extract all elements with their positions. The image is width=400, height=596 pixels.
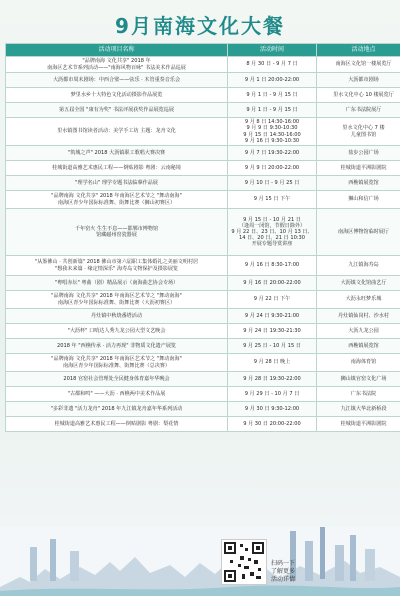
- cell-place: 大沥九龙公园: [317, 324, 400, 339]
- table-row: [6, 387, 400, 402]
- cell-name: 千年窑火 生生不息——邯郸市博物馆 馆藏磁州窑瓷器展: [6, 209, 228, 256]
- cell-name: 梦里水乡十大特色文化活动摄影作品展览: [6, 88, 228, 103]
- cell-place: 西樵镇展览馆: [317, 339, 400, 354]
- cell-place: 狮山镇官窑文化广场: [317, 372, 400, 387]
- table-row: [6, 324, 400, 339]
- table-row: [6, 176, 400, 191]
- cell-place: 广东书法院展厅: [317, 103, 400, 118]
- cell-time: 9 月 24 日 19:30-21:30: [228, 324, 317, 339]
- cell-name: 桂城街道高雅艺术惠民工程——倒贴剧影 粤剧：梨花情: [6, 417, 228, 432]
- table-row: [6, 118, 400, 146]
- table-row: [6, 161, 400, 176]
- cell-time: 8 月 30 日 - 9 月 7 日: [228, 57, 317, 73]
- cell-time: 9 月 30 日 9:30-12:00: [228, 402, 317, 417]
- cell-name: "筑城之声" 2018 大沥镇职工歌唱大赛决赛: [6, 146, 228, 161]
- table-row: [6, 57, 400, 73]
- cell-time: 9 月 29 日 - 10 月 7 日: [228, 387, 317, 402]
- table-row: [6, 372, 400, 387]
- table-row: [6, 209, 400, 256]
- cell-place: 盐步公园广场: [317, 146, 400, 161]
- cell-time: 9 月 15 日 下午: [228, 191, 317, 209]
- cell-name: "理学名山" 理学专题书法临摹作品展: [6, 176, 228, 191]
- cell-place: 丹灶镇仙岗村、沙水村: [317, 309, 400, 324]
- header-name: 活动项目名称: [6, 44, 228, 57]
- cell-name: 大沥都市周末剧场：中西合璧——弦乐 · 木管重奏音乐会: [6, 73, 228, 88]
- header-place: 活动地点: [317, 44, 400, 57]
- cell-time: 9 月 25 日 - 10 月 15 日: [228, 339, 317, 354]
- cell-time: 9 月 1 日 - 9 月 15 日: [228, 88, 317, 103]
- cell-time: 9 月 24 日 9:30-21:00: [228, 309, 317, 324]
- table-row: [6, 256, 400, 276]
- cell-time: 9 月 16 日 20:00-22:00: [228, 276, 317, 291]
- cell-time: 9 月 8 日 14:30-16:00 9 月 9 日 9:30-10:30 9 月 15 日 14:30-16:00 9 月 16 日 9:30-10:30: [228, 118, 317, 146]
- cell-name: "品牌南海 文化共享" 2018 年南海区艺术节之 "舞动南海" 南海区青少年国际标准舞、街舞比赛（总决赛）: [6, 354, 228, 372]
- cell-place: 南海体育馆: [317, 354, 400, 372]
- cell-place: 桂城街道平洲影剧院: [317, 417, 400, 432]
- cell-name: "从鉴佛山 · 共创新篇" 2018 佛山市第六届职工集体婚礼之美丽文明村居 "想我未来篇 · 缘定情深乐" 海寿岛文物保护及摄影展览: [6, 256, 228, 276]
- cell-time: 9 月 10 日 - 9 月 25 日: [228, 176, 317, 191]
- cell-time: 9 月 15 日 - 10 月 21 日 （逢周一闭馆，节假日除外） 9 月 22 日、23 日、10 月 13 日、 14 日、20 日、21 日 10:30 开展专题导赏讲座: [228, 209, 317, 256]
- qr-caption: 扫码一下 了解更多 活动详情: [271, 560, 296, 583]
- cell-name: "粤唱赤坛" 粤曲（剧）精品展示（南海曲艺协会专场）: [6, 276, 228, 291]
- table-row: [6, 191, 400, 209]
- cell-time: 9 月 28 日 19:30-22:00: [228, 372, 317, 387]
- cell-time: 9 月 30 日 20:00-22:00: [228, 417, 317, 432]
- cell-time: 9 月 7 日 19:30-22:00: [228, 146, 317, 161]
- table-row: [6, 339, 400, 354]
- cell-time: 9 月 1 日 20:00-22:00: [228, 73, 317, 88]
- page-title: 9月南海文化大餐: [115, 14, 285, 38]
- table-row: [6, 354, 400, 372]
- cell-place: 里水文化中心 7 楼 儿童图书馆: [317, 118, 400, 146]
- cell-name: "品牌南海 文化共享" 2018 年 南海区艺术节系列活动——"南海风物百咏" 书法美术作品巡展: [6, 57, 228, 73]
- qr-code-icon: [222, 540, 266, 584]
- schedule-table: [5, 43, 400, 432]
- cell-place: 大沥镇文化馆曲艺厅: [317, 276, 400, 291]
- cell-place: 九江镇海寿岛: [317, 256, 400, 276]
- table-row: [6, 73, 400, 88]
- cell-time: 9 月 9 日 20:00-22:00: [228, 161, 317, 176]
- qr-code[interactable]: [221, 539, 267, 585]
- table-header-row: [6, 44, 400, 57]
- cell-place: 狮山和信广场: [317, 191, 400, 209]
- table-row: [6, 276, 400, 291]
- cell-name: 第五届全国 "康有为奖" 书法评展获奖作品展览巡展: [6, 103, 228, 118]
- cell-name: "品牌南海 文化共享" 2018 年南海区艺术节之 "舞动南海" 南海区青少年国际标准舞、街舞比赛（大沥初赛区）: [6, 291, 228, 309]
- table-row: [6, 309, 400, 324]
- header-time: 活动时间: [228, 44, 317, 57]
- cell-place: 桂城街道平洲影剧院: [317, 161, 400, 176]
- cell-name: 桂城街道高雅艺术惠民工程——倒贴剧影 粤剧：云南秘境: [6, 161, 228, 176]
- cell-name: 2018 年 "西樵传承 · 活力再现" 非物质文化遗产展览: [6, 339, 228, 354]
- cell-place: 大沥都市剧场: [317, 73, 400, 88]
- table-row: [6, 417, 400, 432]
- cell-time: 9 月 22 日 下午: [228, 291, 317, 309]
- cell-time: 9 月 1 日 - 9 月 15 日: [228, 103, 317, 118]
- table-row: [6, 291, 400, 309]
- cell-name: 里水镇图书馆读者活动：美学手工坊 主题：龙舟文化: [6, 118, 228, 146]
- cell-place: 南海区文化馆一楼展览厅: [317, 57, 400, 73]
- cell-time: 9 月 16 日 8:30-17:00: [228, 256, 317, 276]
- cell-place: 西樵镇展览馆: [317, 176, 400, 191]
- cell-place: 大沥永旺梦乐城: [317, 291, 400, 309]
- cell-time: 9 月 28 日 晚上: [228, 354, 317, 372]
- table-row: [6, 146, 400, 161]
- table-row: [6, 103, 400, 118]
- cell-place: 南海区博物馆临时展厅: [317, 209, 400, 256]
- cell-name: "多彩非遗 "活力龙舟" 2018 年九江镇龙舟嘉年华系列活动: [6, 402, 228, 417]
- cell-name: "大沥杯" 口哨达人秀九龙公园大型文艺晚会: [6, 324, 228, 339]
- cell-place: 九江镇大华北新桥段: [317, 402, 400, 417]
- table-row: [6, 402, 400, 417]
- cell-name: 2018 官窑社会管理处全民健身体育嘉年华晚会: [6, 372, 228, 387]
- cell-place: 里水文化中心 10 楼展览厅: [317, 88, 400, 103]
- table-row: [6, 88, 400, 103]
- cell-place: 广东书法院: [317, 387, 400, 402]
- cell-name: "古都和鸣" ——大沥 · 西樵两中美术作品展: [6, 387, 228, 402]
- cell-name: 丹灶镇中秋烧番塔活动: [6, 309, 228, 324]
- cell-name: "品牌南海 文化共享" 2018 年南海区艺术节之 "舞动南海" 南海区青少年国际标准舞、街舞比赛（狮山初赛区）: [6, 191, 228, 209]
